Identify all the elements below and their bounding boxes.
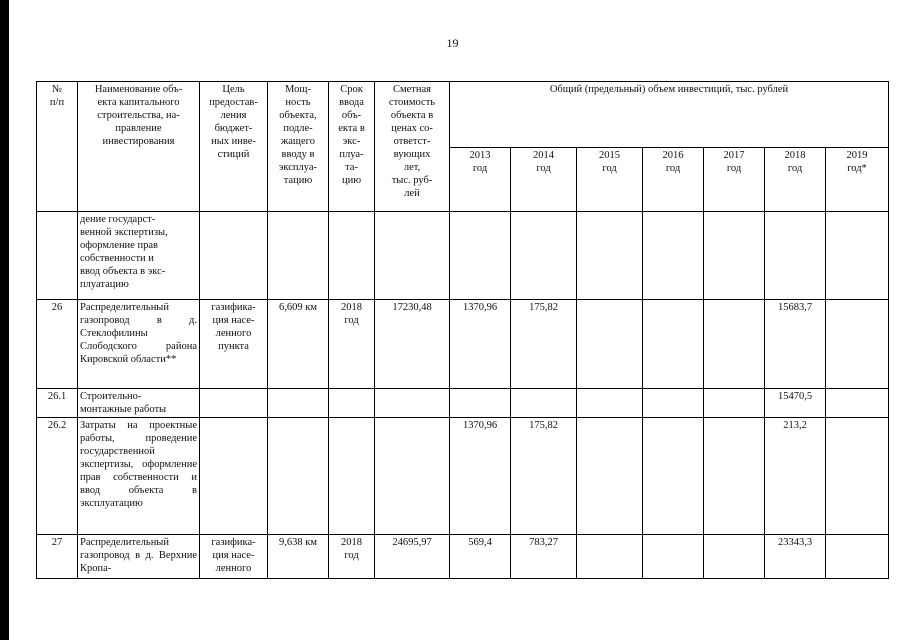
row-name: Распределительный газопровод в д. Стеклофилины Слободского района Кировской области** bbox=[78, 300, 200, 389]
row-value bbox=[704, 535, 765, 579]
row-value bbox=[826, 212, 889, 300]
header-year: 2016 год bbox=[643, 148, 704, 212]
page-number: 19 bbox=[446, 36, 459, 50]
row-term: 2018 год bbox=[329, 535, 375, 579]
row-value: 569,4 bbox=[450, 535, 511, 579]
row-value: 175,82 bbox=[511, 300, 577, 389]
header-capacity: Мощ- ность объекта, подле- жащего вводу в эксплуа- тацию bbox=[268, 82, 329, 212]
header-year: 2018 год bbox=[765, 148, 826, 212]
row-estimate: 24695,97 bbox=[375, 535, 450, 579]
row-value bbox=[643, 418, 704, 535]
row-value bbox=[704, 418, 765, 535]
table-row bbox=[37, 418, 889, 535]
table-row bbox=[37, 300, 889, 389]
header-name: Наименование объ- екта капитального строительства, на- правление инвестирования bbox=[78, 82, 200, 212]
row-value bbox=[704, 300, 765, 389]
row-value bbox=[643, 389, 704, 418]
row-value: 15470,5 bbox=[765, 389, 826, 418]
row-name: дение государст- венной экспертизы, оформление прав собственности и ввод объекта в экс- плуатацию bbox=[78, 212, 200, 300]
row-value: 1370,96 bbox=[450, 300, 511, 389]
row-term bbox=[329, 389, 375, 418]
row-value bbox=[826, 418, 889, 535]
row-purpose bbox=[200, 418, 268, 535]
row-value bbox=[577, 535, 643, 579]
row-name: Распределительный газопровод в д. Верхние Кропа- bbox=[78, 535, 200, 579]
row-value bbox=[704, 212, 765, 300]
row-capacity bbox=[268, 212, 329, 300]
header-year: 2015 год bbox=[577, 148, 643, 212]
row-value bbox=[577, 212, 643, 300]
row-value bbox=[511, 389, 577, 418]
row-estimate: 17230,48 bbox=[375, 300, 450, 389]
row-estimate bbox=[375, 418, 450, 535]
row-value: 783,27 bbox=[511, 535, 577, 579]
row-value: 175,82 bbox=[511, 418, 577, 535]
header-investments: Общий (предельный) объем инвестиций, тыс. рублей bbox=[450, 82, 889, 148]
row-estimate bbox=[375, 212, 450, 300]
row-value bbox=[643, 212, 704, 300]
scan-edge-bar bbox=[0, 0, 9, 640]
header-term: Срок ввода объ- екта в экс- плуа- та- цию bbox=[329, 82, 375, 212]
investment-table bbox=[36, 81, 889, 579]
row-name: Затраты на проектные работы, проведение государственной экспертизы, оформление прав собственности и ввод объекта в эксплуатацию bbox=[78, 418, 200, 535]
row-num bbox=[37, 212, 78, 300]
row-purpose bbox=[200, 389, 268, 418]
row-num: 26.1 bbox=[37, 389, 78, 418]
header-year: 2013 год bbox=[450, 148, 511, 212]
row-value bbox=[643, 535, 704, 579]
header-purpose: Цель предостав- ления бюджет- ных инве- стиций bbox=[200, 82, 268, 212]
row-value bbox=[826, 535, 889, 579]
row-name: Строительно- монтажные работы bbox=[78, 389, 200, 418]
row-num: 27 bbox=[37, 535, 78, 579]
row-value bbox=[643, 300, 704, 389]
row-value: 1370,96 bbox=[450, 418, 511, 535]
header-estimate: Сметная стоимость объекта в ценах со- ответст- вующих лет, тыс. руб- лей bbox=[375, 82, 450, 212]
row-term: 2018 год bbox=[329, 300, 375, 389]
row-value bbox=[765, 212, 826, 300]
row-term bbox=[329, 418, 375, 535]
table-row bbox=[37, 535, 889, 579]
row-term bbox=[329, 212, 375, 300]
row-num: 26.2 bbox=[37, 418, 78, 535]
header-year: 2017 год bbox=[704, 148, 765, 212]
header-year: 2014 год bbox=[511, 148, 577, 212]
row-estimate bbox=[375, 389, 450, 418]
row-num: 26 bbox=[37, 300, 78, 389]
header-num: № п/п bbox=[37, 82, 78, 212]
row-purpose: газифика- ция насе- ленного пункта bbox=[200, 300, 268, 389]
row-capacity bbox=[268, 418, 329, 535]
table-row bbox=[37, 389, 889, 418]
row-value: 213,2 bbox=[765, 418, 826, 535]
table-row bbox=[37, 212, 889, 300]
row-capacity bbox=[268, 389, 329, 418]
header-year: 2019 год* bbox=[826, 148, 889, 212]
row-value bbox=[577, 389, 643, 418]
row-capacity: 6,609 км bbox=[268, 300, 329, 389]
row-capacity: 9,638 км bbox=[268, 535, 329, 579]
row-value bbox=[450, 212, 511, 300]
row-value bbox=[826, 389, 889, 418]
row-value bbox=[577, 418, 643, 535]
row-purpose: газифика- ция насе- ленного bbox=[200, 535, 268, 579]
row-value: 23343,3 bbox=[765, 535, 826, 579]
row-value: 15683,7 bbox=[765, 300, 826, 389]
row-value bbox=[577, 300, 643, 389]
row-value bbox=[704, 389, 765, 418]
row-purpose bbox=[200, 212, 268, 300]
row-value bbox=[826, 300, 889, 389]
row-value bbox=[450, 389, 511, 418]
row-value bbox=[511, 212, 577, 300]
